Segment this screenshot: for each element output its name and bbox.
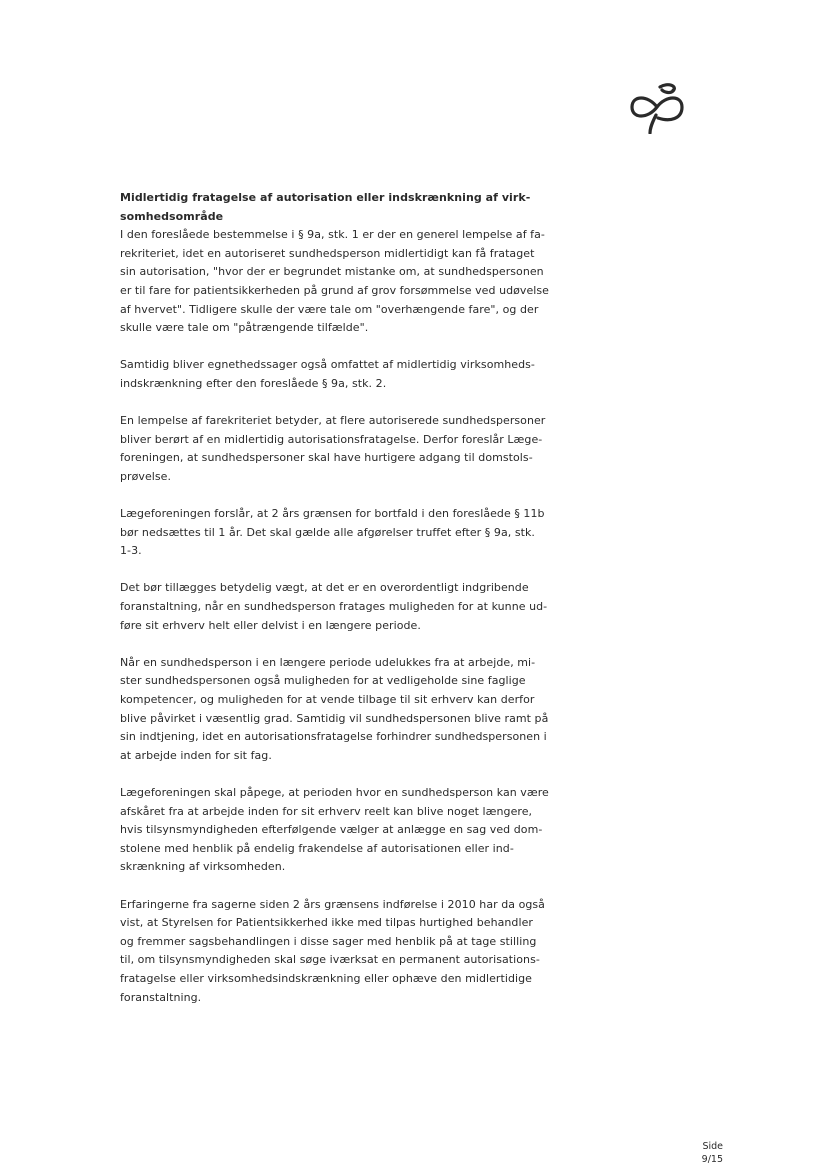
text-line: til, om tilsynsmyndigheden skal søge iværksat en permanent autorisations-	[120, 953, 540, 967]
text-line: Lægeforeningen skal påpege, at perioden hvor en sundhedsperson kan være	[120, 786, 549, 799]
text-line: Det bør tillægges betydelig vægt, at det er en overordentligt indgribende	[120, 581, 529, 595]
text-line: foranstaltning.	[120, 990, 202, 1004]
text-line: sin autorisation, "hvor der er begrundet mistanke om, at sundhedspersonen	[120, 265, 544, 279]
text-line: hvis tilsynsmyndigheden efterfølgende vælger at anlægge en sag ved dom-	[120, 823, 543, 837]
text-line: foranstaltning, når en sundhedsperson fratages muligheden for at kunne ud-	[120, 600, 548, 614]
paragraph-1	[120, 226, 592, 338]
text-line: af hvervet". Tidligere skulle der være tale om "overhængende fare", og der	[120, 302, 539, 316]
heading-line: Midlertidig fratagelse af autorisation eller indskrænkning af virk-	[120, 191, 531, 204]
text-line: føre sit erhverv helt eller delvist i en længere periode.	[120, 618, 421, 632]
paragraph-5	[120, 579, 592, 635]
page-number: 9/15	[701, 1153, 723, 1165]
text-line: Erfaringerne fra sagerne siden 2 års grænsens indførelse i 2010 har da også	[120, 897, 545, 911]
heading-line: somhedsområde	[120, 209, 224, 223]
side-label: Side	[702, 1141, 723, 1152]
text-line: blive påvirket i væsentlig grad. Samtidig vil sundhedspersonen blive ramt på	[120, 711, 549, 725]
paragraph-4	[120, 505, 592, 561]
text-line: foreningen, at sundhedspersoner skal have hurtigere adgang til domstols-	[120, 451, 533, 465]
text-line: afskåret fra at arbejde inden for sit erhverv reelt kan blive noget længere,	[120, 804, 533, 818]
text-line: I den foreslåede bestemmelse i § 9a, stk. 1 er der en generel lempelse af fa-	[120, 228, 545, 242]
paragraph-6	[120, 654, 592, 766]
paragraph-8	[120, 896, 592, 1008]
text-line: bliver berørt af en midlertidig autorisationsfratagelse. Derfor foreslår Læge-	[120, 432, 543, 446]
text-line: En lempelse af farekriteriet betyder, at flere autoriserede sundhedspersoner	[120, 414, 546, 428]
section-heading	[120, 189, 592, 226]
text-line: bør nedsættes til 1 år. Det skal gælde alle afgørelser truffet efter § 9a, stk.	[120, 525, 535, 539]
text-line: prøvelse.	[120, 469, 172, 483]
text-line: rekriteriet, idet en autoriseret sundhedsperson midlertidigt kan få frataget	[120, 246, 535, 260]
text-line: er til fare for patientsikkerheden på grund af grov forsømmelse ved udøvelse	[120, 283, 549, 297]
text-line: Når en sundhedsperson i en længere periode udelukkes fra at arbejde, mi-	[120, 655, 536, 669]
serpent-logo-icon	[626, 78, 688, 134]
paragraph-7	[120, 784, 592, 877]
text-line: Samtidig bliver egnethedssager også omfattet af midlertidig virksomheds-	[120, 358, 535, 372]
text-line: og fremmer sagsbehandlingen i disse sager med henblik på at tage stilling	[120, 934, 537, 948]
text-line: Lægeforeningen forslår, at 2 års grænsen for bortfald i den foreslåede § 11b	[120, 507, 545, 521]
document-body	[120, 189, 592, 1007]
text-line: ster sundhedspersonen også muligheden for at vedligeholde sine faglige	[120, 674, 526, 688]
text-line: at arbejde inden for sit fag.	[120, 748, 272, 762]
page-footer	[683, 1141, 723, 1166]
text-line: sin indtjening, idet en autorisationsfratagelse forhindrer sundhedspersonen i	[120, 730, 547, 744]
text-line: 1-3.	[120, 544, 142, 558]
paragraph-2	[120, 356, 592, 393]
text-line: fratagelse eller virksomhedsindskrænkning eller ophæve den midlertidige	[120, 971, 532, 985]
text-line: kompetencer, og muligheden for at vende tilbage til sit erhverv kan derfor	[120, 693, 535, 707]
text-line: skulle være tale om "påtrængende tilfælde".	[120, 321, 369, 335]
text-line: skrænkning af virksomheden.	[120, 860, 286, 874]
paragraph-3	[120, 412, 592, 486]
text-line: vist, at Styrelsen for Patientsikkerhed ikke med tilpas hurtighed behandler	[120, 916, 533, 930]
text-line: stolene med henblik på endelig frakendelse af autorisationen eller ind-	[120, 841, 514, 855]
text-line: indskrænkning efter den foreslåede § 9a, stk. 2.	[120, 376, 387, 390]
